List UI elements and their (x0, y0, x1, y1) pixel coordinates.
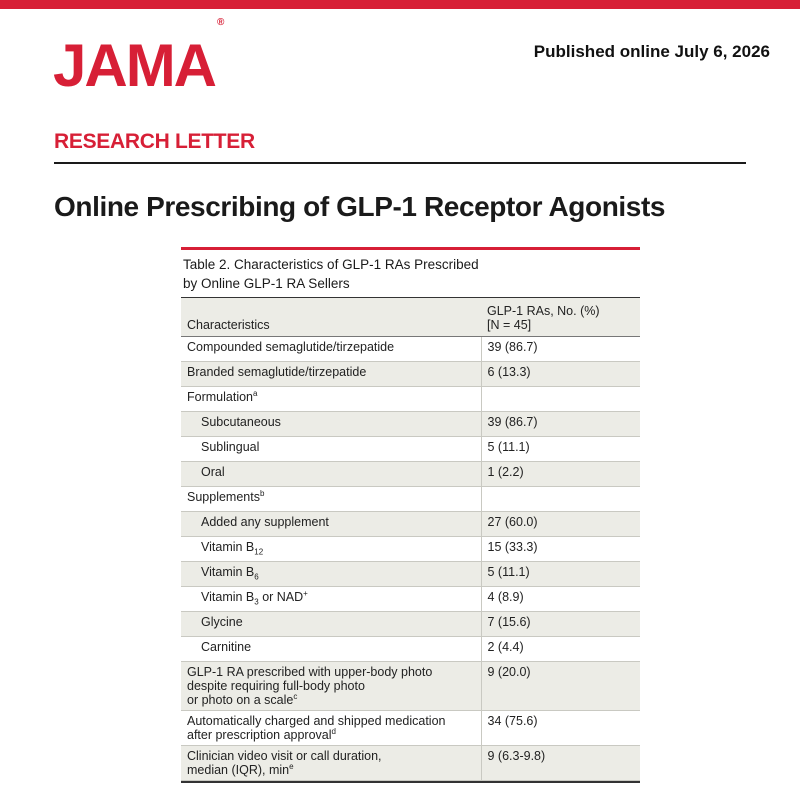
jama-logo: JAMA® (53, 17, 225, 99)
row-value: 39 (86.7) (481, 337, 640, 362)
table-row (181, 662, 640, 711)
table-header-row (181, 298, 640, 337)
row-value: 1 (2.2) (481, 462, 640, 487)
row-value: 4 (8.9) (481, 587, 640, 612)
table-row (181, 462, 640, 487)
characteristics-table (181, 247, 640, 783)
table-row (181, 711, 640, 746)
row-label: Carnitine (181, 637, 481, 662)
row-label: Vitamin $B_3$ or NAD+ (181, 587, 481, 612)
table-row (181, 487, 640, 512)
row-value: 2 (4.4) (481, 637, 640, 662)
row-label: Glycine (181, 612, 481, 637)
row-label: Supplements$^b$ (181, 487, 481, 512)
table-row (181, 746, 640, 781)
table-row (181, 587, 640, 612)
column-header-characteristics: Characteristics (181, 298, 481, 337)
table-row (181, 612, 640, 637)
row-label: Subcutaneous (181, 412, 481, 437)
row-label: Oral (181, 462, 481, 487)
table-row (181, 437, 640, 462)
row-value: 5 (11.1) (481, 437, 640, 462)
row-label: GLP-1 RA prescribed with upper-body photo despite requiring full-body photo or photo on a scale$^c$ (181, 662, 481, 711)
table-row (181, 537, 640, 562)
table-row (181, 337, 640, 362)
table-row (181, 562, 640, 587)
row-value: 9 (20.0) (481, 662, 640, 711)
row-value (481, 487, 640, 512)
row-value: 7 (15.6) (481, 612, 640, 637)
row-value: 27 (60.0) (481, 512, 640, 537)
column-header-count: GLP-1 RAs, No. (%) [N = 45] (481, 298, 640, 337)
row-value: 5 (11.1) (481, 562, 640, 587)
section-divider (54, 162, 746, 164)
row-value: 34 (75.6) (481, 711, 640, 746)
table-row (181, 512, 640, 537)
row-label: Added any supplement (181, 512, 481, 537)
row-value: 39 (86.7) (481, 412, 640, 437)
table-row (181, 637, 640, 662)
row-label: Sublingual (181, 437, 481, 462)
row-label: Clinician video visit or call duration, median (IQR), $\min^e$ (181, 746, 481, 781)
row-label: Compounded semaglutide/tirzepatide (181, 337, 481, 362)
row-label: Vitamin $B_6$ (181, 562, 481, 587)
table-caption: Table 2. Characteristics of GLP-1 RAs Prescribed by Online GLP-1 RA Sellers (181, 250, 640, 298)
row-value: 15 (33.3) (481, 537, 640, 562)
row-label: Automatically charged and shipped medication after prescription approval$^d$ (181, 711, 481, 746)
row-label: Branded semaglutide/tirzepatide (181, 362, 481, 387)
table-row (181, 412, 640, 437)
top-accent-bar (0, 0, 800, 9)
table-bottom-rule (181, 781, 640, 783)
section-label: RESEARCH LETTER (54, 130, 255, 153)
row-value: 9 (6.3-9.8) (481, 746, 640, 781)
publication-date: Published online July 6, 2026 (533, 42, 770, 61)
row-value (481, 387, 640, 412)
row-label: Formulation$^a$ (181, 387, 481, 412)
table-row (181, 387, 640, 412)
row-value: 6 (13.3) (481, 362, 640, 387)
row-label: Vitamin $B_{12}$ (181, 537, 481, 562)
table-row (181, 362, 640, 387)
article-title: Online Prescribing of GLP-1 Receptor Agonists (54, 191, 666, 222)
